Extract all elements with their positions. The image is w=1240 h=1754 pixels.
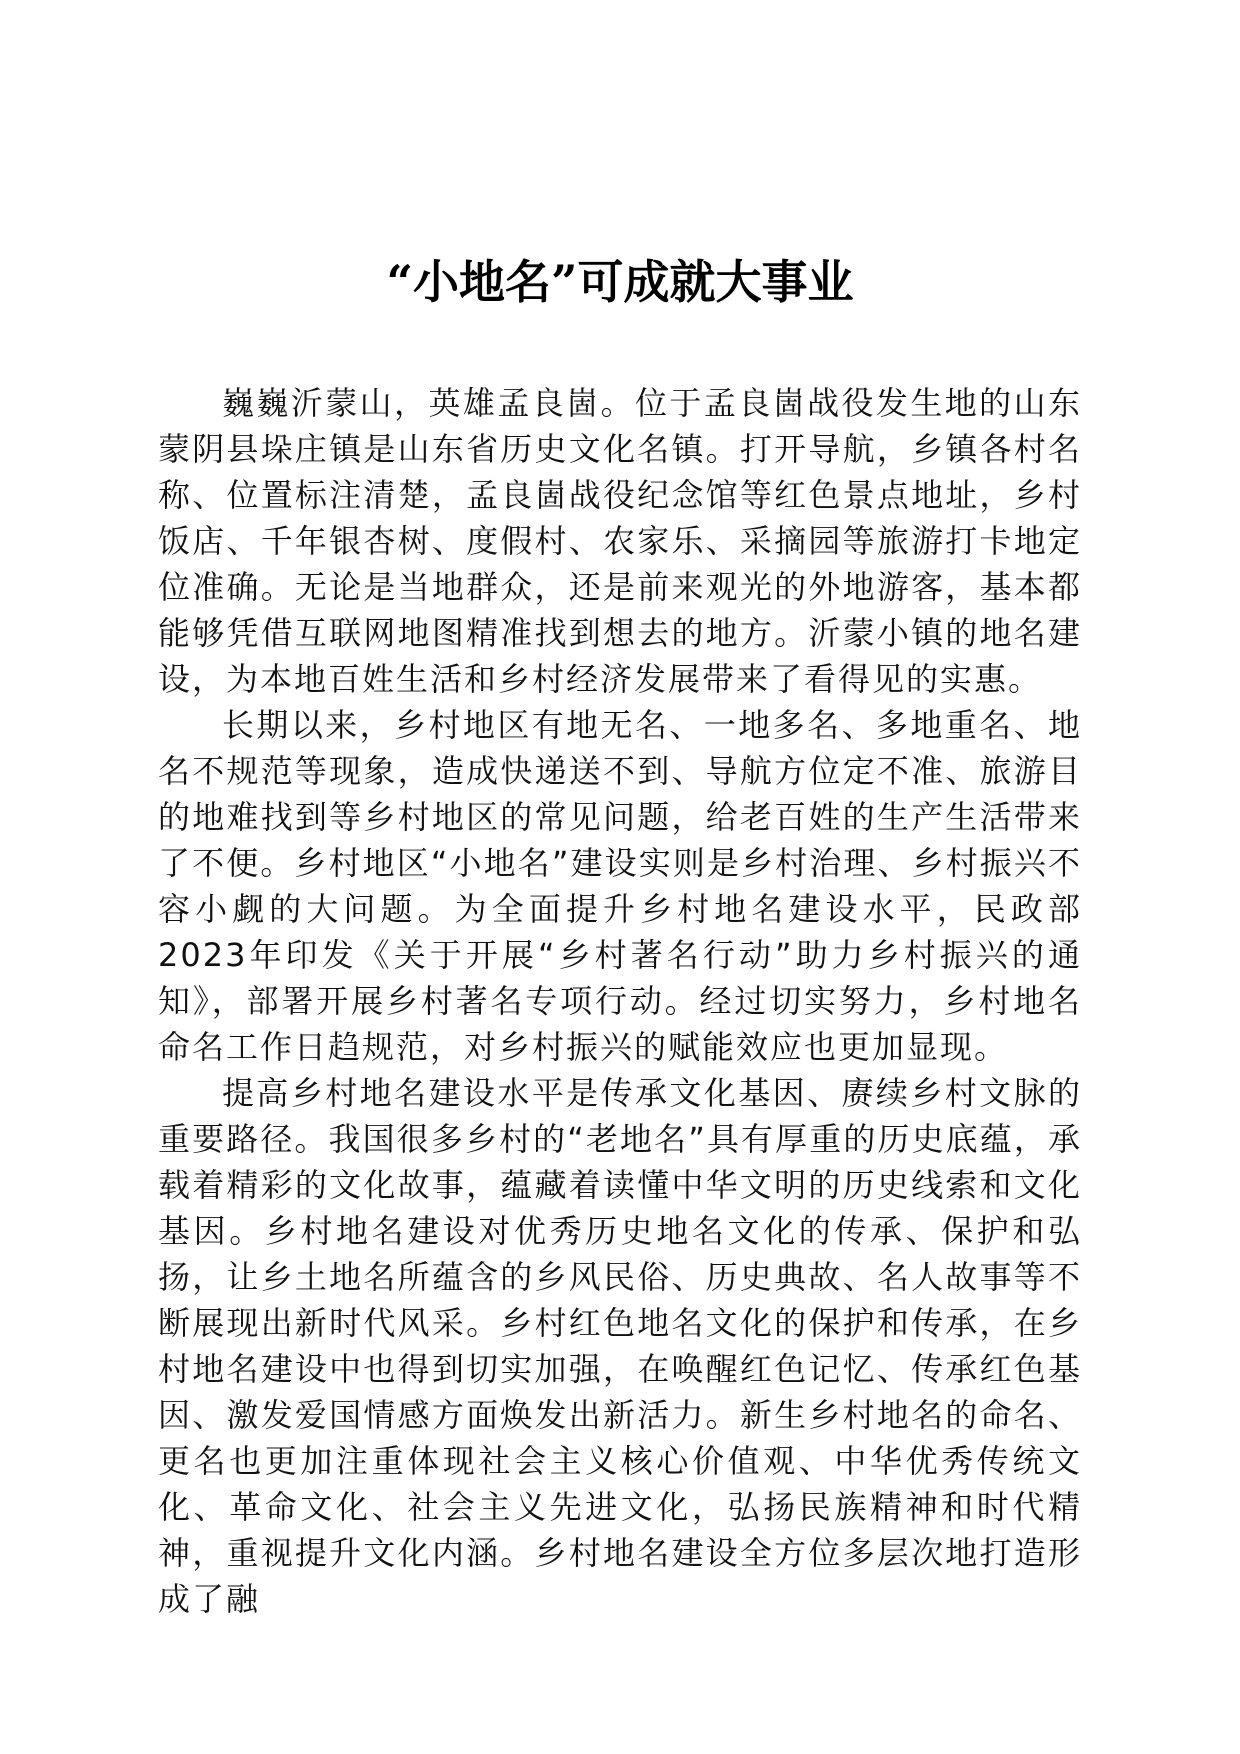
paragraph-2: 长期以来，乡村地区有地无名、一地多名、多地重名、地名不规范等现象，造成快递送不到、导航方位定不准、旅游目的地难找到等乡村地区的常见问题，给老百姓的生产生活带来了不便。乡村地区“小地名”建设实则是乡村治理、乡村振兴不容小觑的大问题。为全面提升乡村地名建设水平，民政部2023年印发《关于开展“乡村著名行动”助力乡村振兴的通知》，部署开展乡村著名专项行动。经过切实努力，乡村地名命名工作日趋规范，对乡村振兴的赋能效应也更加显现。 xyxy=(158,706,1082,1066)
paragraph-1: 巍巍沂蒙山，英雄孟良崮。位于孟良崮战役发生地的山东蒙阴县垛庄镇是山东省历史文化名镇。打开导航，乡镇各村名称、位置标注清楚，孟良崮战役纪念馆等红色景点地址，乡村饭店、千年银杏树、度假村、农家乐、采摘园等旅游打卡地定位准确。无论是当地群众，还是前来观光的外地游客，基本都能够凭借互联网地图精准找到想去的地方。沂蒙小镇的地名建设，为本地百姓生活和乡村经济发展带来了看得见的实惠。 xyxy=(158,384,1082,698)
paragraph-3: 提高乡村地名建设水平是传承文化基因、赓续乡村文脉的重要路径。我国很多乡村的“老地名”具有厚重的历史底蕴，承载着精彩的文化故事，蕴藏着读懂中华文明的历史线索和文化基因。乡村地名建设对优秀历史地名文化的传承、保护和弘扬，让乡土地名所蕴含的乡风民俗、历史典故、名人故事等不断展现出新时代风采。乡村红色地名文化的保护和传承，在乡村地名建设中也得到切实加强，在唤醒红色记忆、传承红色基因、激发爱国情感方面焕发出新活力。新生乡村地名的命名、更名也更加注重体现社会主义核心价值观、中华优秀传统文化、革命文化、社会主义先进文化，弘扬民族精神和时代精神，重视提升文化内涵。乡村地名建设全方位多层次地打造形成了融 xyxy=(158,1074,1082,1618)
article-body xyxy=(158,380,1082,1622)
document-title: “小地名”可成就大事业 xyxy=(386,255,854,309)
